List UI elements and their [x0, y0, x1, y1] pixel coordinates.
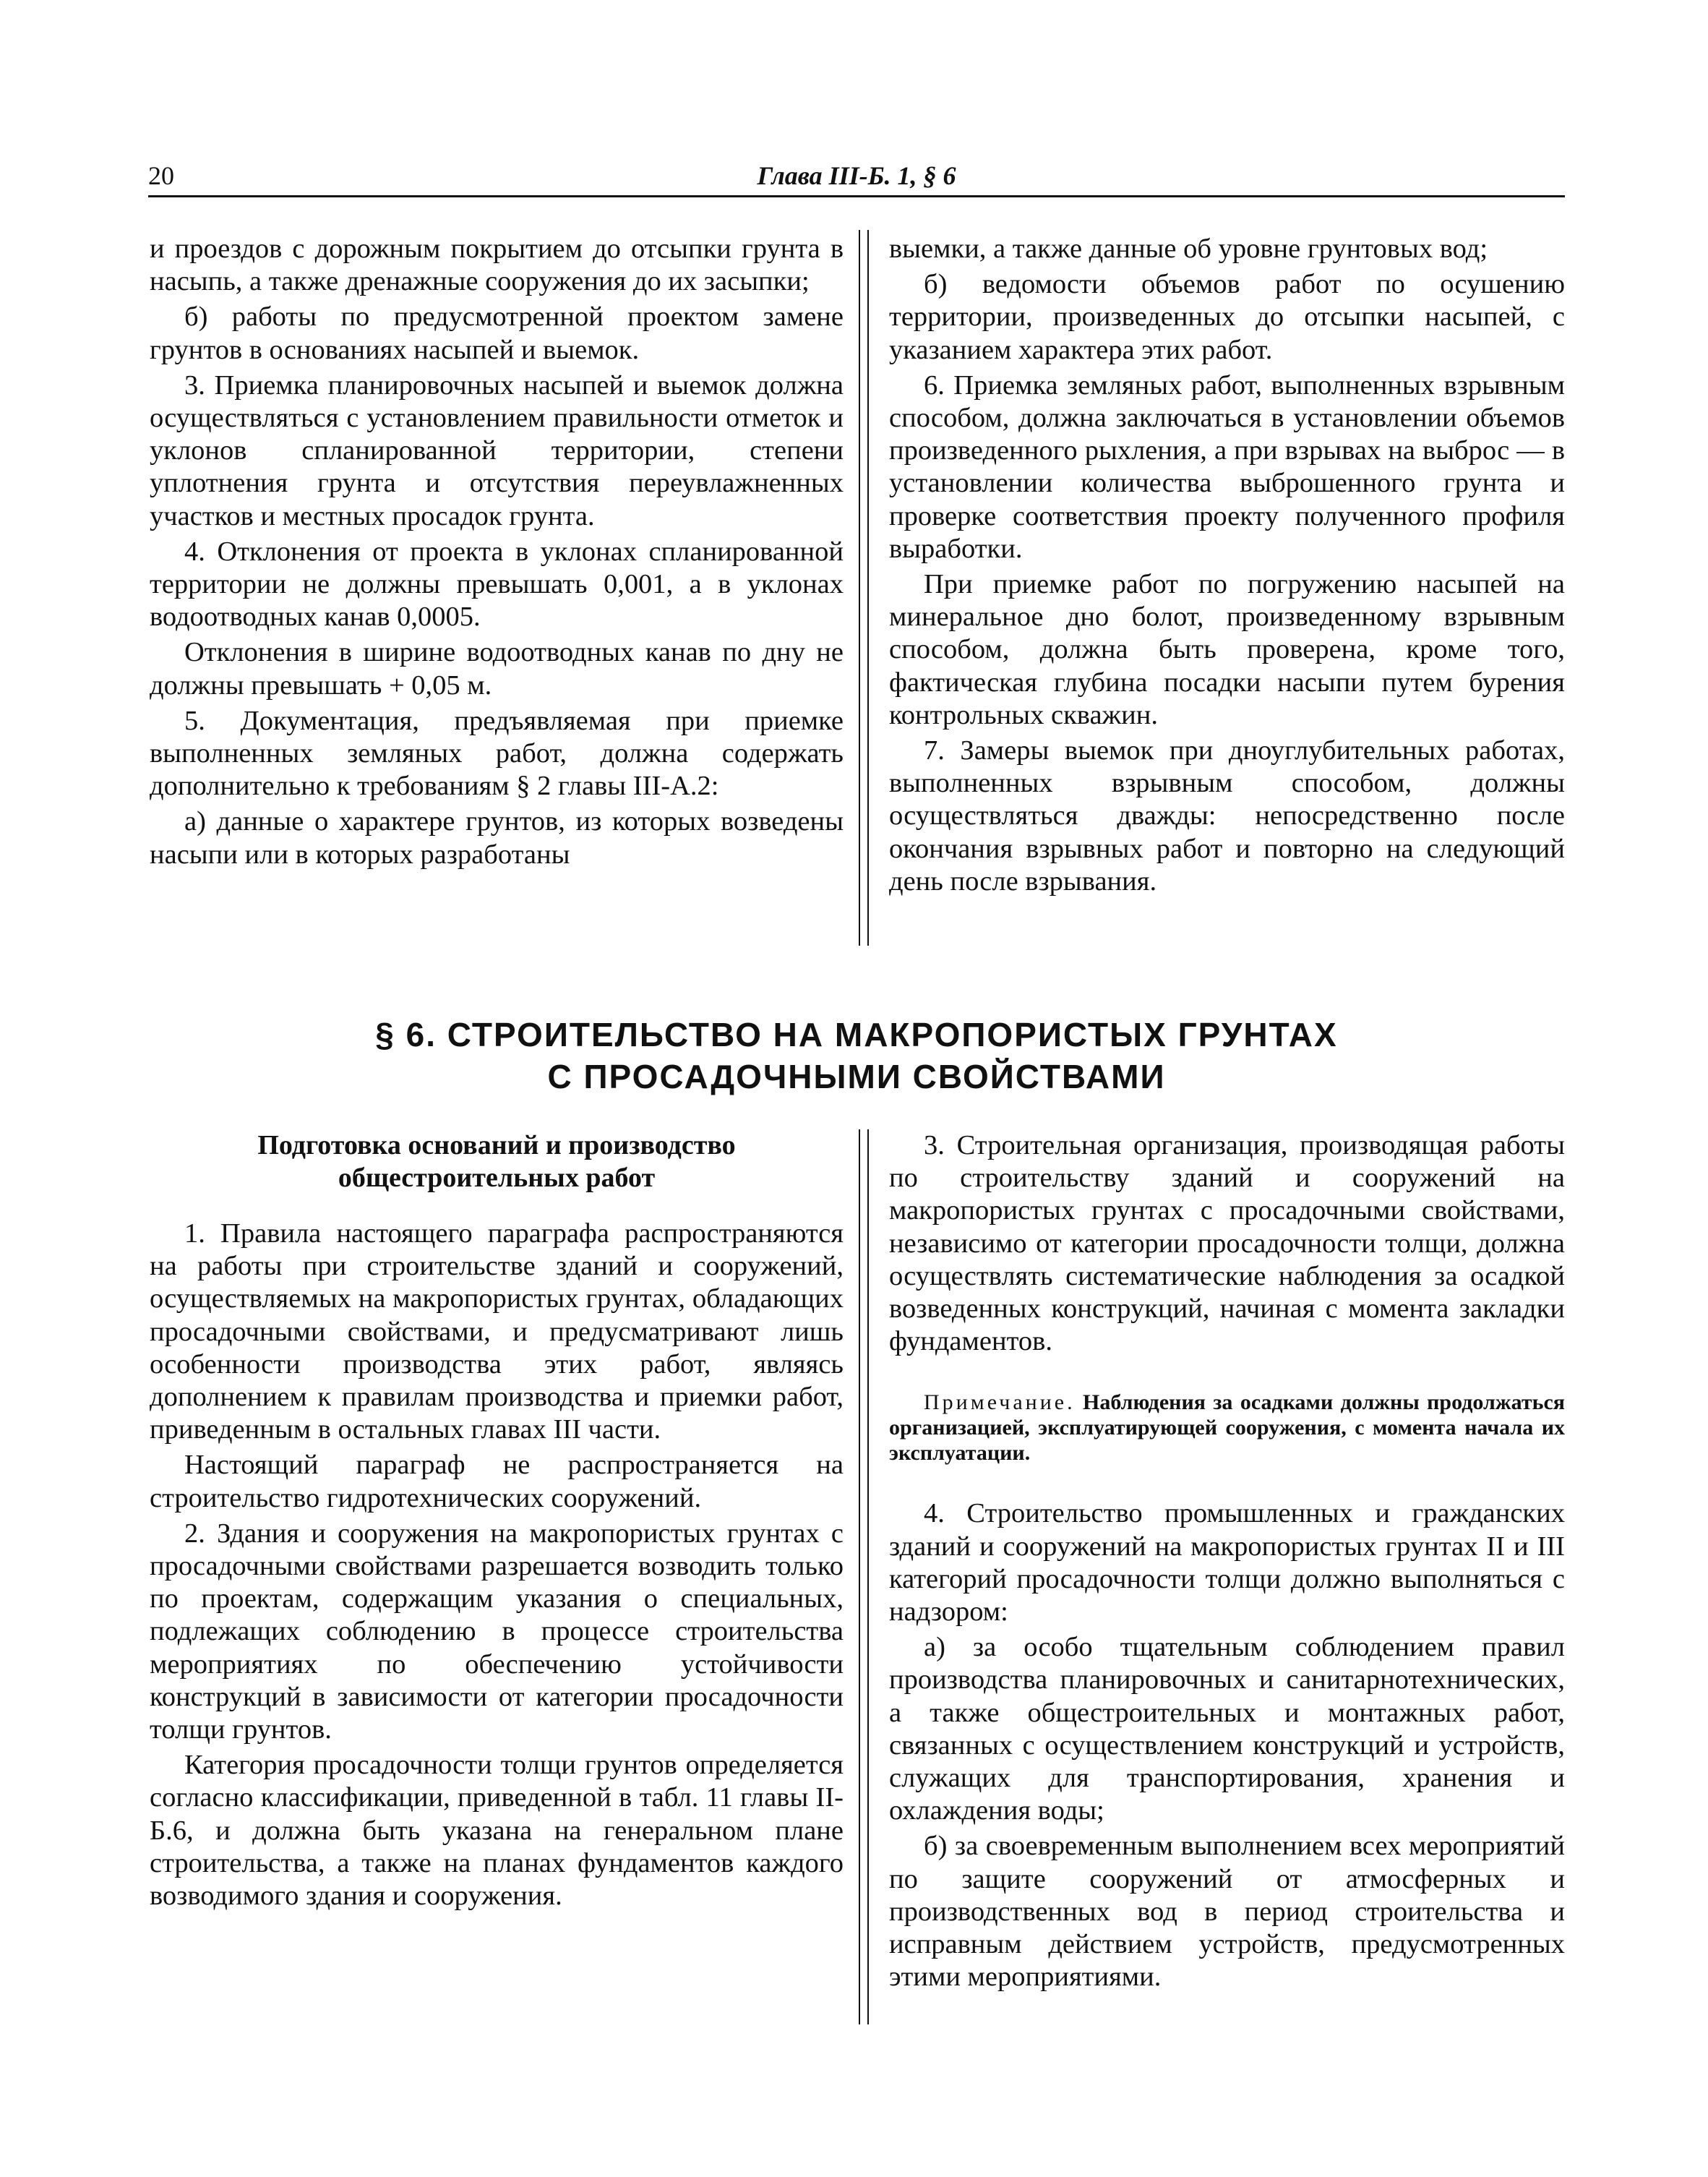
subheading-line2: общестроительных работ — [338, 1163, 656, 1193]
top-right-column — [889, 233, 1565, 898]
bottom-left-column — [150, 1129, 844, 1912]
paragraph-4a: а) за особо тщательным соблюдением правил производства планировочных и санитарнотехнических, а также общестроительных и монтажных работ, связанных с осуществлением конструкций и устройств, служащих для транспортирования, хранения и охлаждения воды; — [889, 1632, 1565, 1826]
paragraph: 1. Правила настоящего параграфа распространяются на работы при строительстве зданий и сооружений, осуществляемых на макропористых грунтах, обладающих просадочными свойствами, и предусматривают лишь особенности производства этих работ, являясь дополнением к правилам производства и приемки работ, приведенным в остальных главах III части. — [150, 1218, 844, 1445]
bottom-left-paragraphs — [150, 1218, 844, 1912]
chapter-heading: Глава III-Б. 1, § 6 — [757, 161, 956, 190]
note-text: Наблюдения за осадками должны продолжаться организацией, эксплуатирующей сооружения, с момента начала их эксплуатации. — [889, 1390, 1565, 1466]
paragraph: и проездов с дорожным покрытием до отсыпки грунта в насыпь, а также дренажные сооружения до их засыпки; — [150, 234, 844, 297]
paragraph-4: 4. Строительство промышленных и гражданских зданий и сооружений на макропористых грунтах II и III категорий просадочности толщи должно выполняться с надзором: — [889, 1498, 1565, 1628]
header-rule — [148, 195, 1565, 197]
section-title-line1: § 6. СТРОИТЕЛЬСТВО НА МАКРОПОРИСТЫХ ГРУНТАХ — [375, 1016, 1338, 1053]
running-header — [148, 161, 1565, 192]
paragraph: 7. Замеры выемок при дноуглубительных работах, выполненных взрывным способом, должны осуществляться дважды: непосредственно после окончания взрывных работ и повторно на следующий день после взрывания. — [889, 735, 1565, 897]
column-separator — [859, 1129, 869, 2024]
subheading — [150, 1129, 844, 1194]
note-label: Примечание. — [924, 1390, 1076, 1415]
page-number: 20 — [148, 161, 174, 190]
paragraph-4b: б) за своевременным выполнением всех мероприятий по защите сооружений от атмосферных и производственных вод в период строительства и исправным действием устройств, предусмотренных этими мероприятиями. — [889, 1831, 1565, 1993]
section-title — [148, 1014, 1565, 1098]
paragraph: 3. Приемка планировочных насыпей и выемок должна осуществляться с установлением правильности отметок и уклонов спланированной территории, степени уплотнения грунта и отсутствия переувлажненных участков и местных просадок грунта. — [150, 369, 844, 531]
paragraph: 2. Здания и сооружения на макропористых грунтах с просадочными свойствами разрешается возводить только по проектам, содержащим указания о специальных, подлежащих соблюдению в процессе строительства мероприятиях по обеспечению устойчивости конструкций в зависимости от категории просадочности толщи грунтов. — [150, 1518, 844, 1745]
paragraph: Отклонения в ширине водоотводных канав по дну не должны превышать + 0,05 м. — [150, 637, 844, 701]
bottom-right-column — [889, 1129, 1565, 1993]
paragraph: 5. Документация, предъявляемая при приемке выполненных земляных работ, должна содержать дополнительно к требованиям § 2 главы III-А.2: — [150, 705, 844, 802]
paragraph: б) ведомости объемов работ по осушению территории, произведенных до отсыпки насыпей, с указанием характера этих работ. — [889, 269, 1565, 365]
column-separator — [859, 230, 869, 946]
paragraph: Настоящий параграф не распространяется на строительство гидротехнических сооружений. — [150, 1450, 844, 1513]
paragraph-3: 3. Строительная организация, производящая работы по строительству зданий и сооружений на макропористых грунтах с просадочными свойствами, независимо от категории просадочности толщи, должна осуществлять систематические наблюдения за осадкой возведенных конструкций, начиная с момента закладки фундаментов. — [889, 1130, 1565, 1357]
subheading-line1: Подготовка оснований и производство — [257, 1130, 736, 1160]
paragraph: б) работы по предусмотренной проектом замене грунтов в основаниях насыпей и выемок. — [150, 301, 844, 365]
note — [889, 1390, 1565, 1466]
paragraph: 6. Приемка земляных работ, выполненных взрывным способом, должна заключаться в установлении объемов произведенного рыхления, а при взрывах на выброс — в установлении количества выброшенного грунта и проверке соответствия проекту полученного профиля выработки. — [889, 369, 1565, 564]
section-title-line2: С ПРОСАДОЧНЫМИ СВОЙСТВАМИ — [547, 1058, 1166, 1095]
top-left-column — [150, 233, 844, 871]
paragraph: 4. Отклонения от проекта в уклонах спланированной территории не должны превышать 0,001, а в уклонах водоотводных канав 0,0005. — [150, 536, 844, 633]
paragraph: выемки, а также данные об уровне грунтовых вод; — [889, 234, 1488, 264]
paragraph: При приемке работ по погружению насыпей на минеральное дно болот, произведенному взрывным способом, должна быть проверена, кроме того, фактическая глубина посадки насыпи путем бурения контрольных скважин. — [889, 569, 1565, 730]
paragraph: а) данные о характере грунтов, из которых возведены насыпи или в которых разработаны — [150, 806, 844, 870]
paragraph: Категория просадочности толщи грунтов определяется согласно классификации, приведенной в табл. 11 главы II-Б.6, и должна быть указана на генеральном плане строительства, а также на планах фундаментов каждого возводимого здания и сооружения. — [150, 1750, 844, 1912]
